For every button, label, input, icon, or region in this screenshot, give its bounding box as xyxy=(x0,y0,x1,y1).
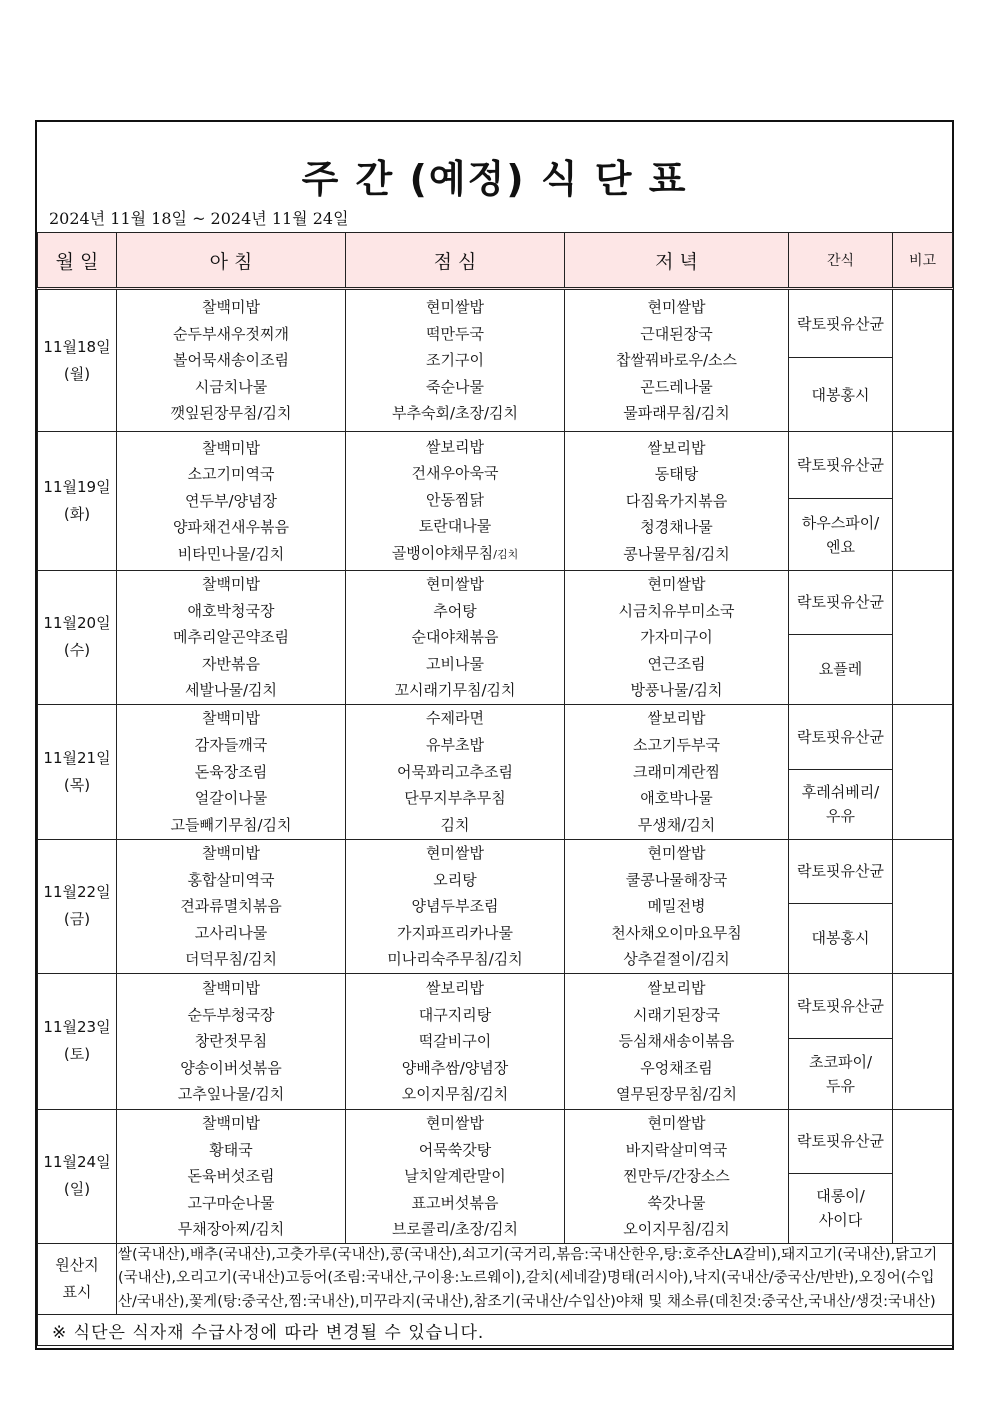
snack-probiotic: 락토핏유산균 xyxy=(789,432,893,499)
dinner-cell xyxy=(565,704,789,839)
breakfast-cell xyxy=(117,1109,346,1243)
breakfast-item: 찰백미밥 xyxy=(202,575,260,593)
note-cell xyxy=(893,839,953,973)
breakfast-item: 감자들깨국 xyxy=(194,736,268,755)
lunch-cell xyxy=(346,571,565,705)
breakfast-item: 연두부/양념장 xyxy=(185,491,277,510)
breakfast-item: 깻잎된장무침/김치 xyxy=(170,404,292,423)
lunch-item: 표고버섯볶음 xyxy=(411,1193,499,1212)
breakfast-cell xyxy=(117,839,346,973)
lunch-item: 어묵쑥갓탕 xyxy=(418,1140,492,1159)
dinner-item: 곤드레나물 xyxy=(640,377,713,396)
lunch-item: 어묵꽈리고추조림 xyxy=(397,762,513,781)
breakfast-item: 시금치나물 xyxy=(194,377,268,396)
day-row xyxy=(38,432,953,499)
breakfast-item: 찰백미밥 xyxy=(202,298,260,317)
dinner-item: 연근조림 xyxy=(647,654,706,673)
breakfast-item: 더덕무침/김치 xyxy=(185,950,277,969)
breakfast-item: 견과류멸치볶음 xyxy=(180,897,282,916)
day-cell xyxy=(38,571,117,705)
dinner-item: 무생채/김치 xyxy=(637,815,716,834)
dinner-item: 시래기된장국 xyxy=(633,1005,720,1024)
dinner-item: 크래미계란찜 xyxy=(633,762,720,781)
lunch-item: 건새우아욱국 xyxy=(411,464,499,483)
breakfast-item: 양송이버섯볶음 xyxy=(180,1058,282,1077)
lunch-item: 미나리숙주무침/김치 xyxy=(387,950,523,969)
lunch-item: 조기구이 xyxy=(426,351,484,370)
header-row xyxy=(38,233,953,289)
dinner-item: 현미쌀밥 xyxy=(647,843,706,862)
dinner-item: 상추겉절이/김치 xyxy=(623,950,730,969)
lunch-item: 김치 xyxy=(440,815,470,834)
dinner-item: 동태탕 xyxy=(654,465,699,484)
dinner-cell xyxy=(565,289,789,432)
breakfast-item: 메추리알곤약조림 xyxy=(173,628,289,647)
snack-probiotic: 락토핏유산균 xyxy=(789,1109,893,1173)
note-cell xyxy=(893,571,953,705)
breakfast-item: 고들빼기무침/김치 xyxy=(170,815,292,834)
lunch-item: 안동찜닭 xyxy=(426,490,484,509)
dinner-item: 청경채나물 xyxy=(640,518,713,537)
origin-text: 쌀(국내산),배추(국내산),고춧가루(국내산),콩(국내산),쇠고기(국거리,볶음:국내산한우,탕:호주산LA갈비),돼지고기(국내산),닭고기(국내산),오리고기(국내산)고등어(조림:국내산,구이용:노르웨이),갈치(세네갈)명태(러시아),낙지(국내산/중국산/반반),오징어(수입산/국내산),꽃게(탕:중국산,찜:국내산),미꾸라지(국내산),참조기(국내산/수입산)야채 및 채소류(데친것:중국산,국내산/생것:국내산) xyxy=(117,1243,953,1315)
dinner-item: 현미쌀밥 xyxy=(647,575,706,593)
breakfast-item: 자반볶음 xyxy=(202,654,260,673)
breakfast-item: 돈육장조림 xyxy=(194,762,268,781)
lunch-cell xyxy=(346,973,565,1109)
day-row xyxy=(38,289,953,358)
snack-extra-line: 두유 xyxy=(826,1076,855,1095)
header-date: 월 일 xyxy=(38,233,117,289)
breakfast-item: 세발나물/김치 xyxy=(185,681,277,700)
dinner-item: 애호박나물 xyxy=(640,789,713,808)
snack-extra-line: 후레쉬베리/ xyxy=(801,783,880,802)
dinner-item: 오이지무침/김치 xyxy=(623,1220,730,1239)
breakfast-item: 돈육버섯조림 xyxy=(187,1167,275,1186)
snack-extra xyxy=(789,358,893,432)
snack-extra-line: 대봉홍시 xyxy=(811,929,870,948)
dinner-item: 찹쌀꿔바로우/소스 xyxy=(616,351,737,370)
breakfast-cell xyxy=(117,571,346,705)
dinner-item: 다짐육가지볶음 xyxy=(625,491,728,510)
lunch-item: 수제라면 xyxy=(426,709,484,728)
dinner-item: 열무된장무침/김치 xyxy=(616,1085,737,1104)
breakfast-cell xyxy=(117,973,346,1109)
breakfast-item: 고추잎나물/김치 xyxy=(177,1085,285,1104)
lunch-item: 유부초밥 xyxy=(426,736,484,755)
snack-probiotic: 락토핏유산균 xyxy=(789,973,893,1038)
dinner-item: 시금치유부미소국 xyxy=(618,601,735,620)
dinner-item: 쌀보리밥 xyxy=(647,438,706,457)
lunch-item: 현미쌀밥 xyxy=(426,575,484,593)
snack-extra-line: 초코파이/ xyxy=(808,1052,872,1071)
dinner-item: 방풍나물/김치 xyxy=(630,681,723,700)
day-row xyxy=(38,704,953,769)
lunch-item: 꼬시래기무침/김치 xyxy=(394,681,516,700)
day-row xyxy=(38,839,953,903)
breakfast-item: 찰백미밥 xyxy=(202,438,260,457)
snack-probiotic: 락토핏유산균 xyxy=(789,289,893,358)
lunch-item: 양념두부조림 xyxy=(411,897,499,916)
breakfast-cell xyxy=(117,432,346,571)
lunch-item: 단무지부추무침 xyxy=(404,789,506,808)
dinner-item: 물파래무침/김치 xyxy=(623,404,730,423)
header-snack: 간식 xyxy=(789,233,893,289)
lunch-cell xyxy=(346,1109,565,1243)
breakfast-item: 찰백미밥 xyxy=(202,709,260,728)
origin-row xyxy=(38,1243,953,1315)
lunch-cell xyxy=(346,704,565,839)
breakfast-item: 얼갈이나물 xyxy=(194,789,268,808)
dinner-item: 현미쌀밥 xyxy=(647,1113,706,1132)
snack-extra-line: 요플레 xyxy=(818,660,863,679)
day-date: 11월18일 xyxy=(43,337,111,356)
snack-extra xyxy=(789,634,893,704)
page-title: 주 간 (예정) 식 단 표 xyxy=(301,157,688,201)
snack-extra-line: 엔요 xyxy=(826,537,855,556)
dinner-item: 쿨콩나물해장국 xyxy=(625,870,728,889)
lunch-item: 현미쌀밥 xyxy=(426,1113,484,1132)
lunch-item: 오리탕 xyxy=(433,870,477,889)
dinner-item: 메밀전병 xyxy=(647,897,706,916)
lunch-item: 부추숙회/초장/김치 xyxy=(391,404,519,423)
breakfast-item: 애호박청국장 xyxy=(187,601,275,620)
origin-label: 원산지 표시 xyxy=(38,1243,117,1315)
snack-probiotic: 락토핏유산균 xyxy=(789,839,893,903)
snack-extra xyxy=(789,1173,893,1243)
day-date: 11월24일 xyxy=(43,1153,111,1172)
period-range: 2024년 11월 18일 ~ 2024년 11월 24일 xyxy=(49,209,349,228)
snack-extra-line: 우유 xyxy=(826,807,855,826)
dinner-item: 찐만두/간장소스 xyxy=(623,1167,730,1186)
lunch-cell xyxy=(346,289,565,432)
lunch-item-suffix: /김치 xyxy=(493,547,519,561)
breakfast-item: 순두부새우젓찌개 xyxy=(173,324,289,343)
dinner-cell xyxy=(565,571,789,705)
lunch-cell xyxy=(346,432,565,571)
day-cell xyxy=(38,289,117,432)
lunch-item xyxy=(346,540,564,569)
day-weekday: (월) xyxy=(63,364,91,383)
lunch-item: 추어탕 xyxy=(433,601,477,620)
lunch-item: 토란대나물 xyxy=(418,517,492,536)
breakfast-cell xyxy=(117,704,346,839)
dinner-cell xyxy=(565,973,789,1109)
snack-probiotic: 락토핏유산균 xyxy=(789,704,893,769)
lunch-item: 날치알계란말이 xyxy=(404,1167,506,1186)
breakfast-cell xyxy=(117,289,346,432)
lunch-item: 쌀보리밥 xyxy=(426,437,484,456)
day-date: 11월19일 xyxy=(43,478,111,496)
day-date: 11월23일 xyxy=(43,1018,111,1037)
header-breakfast: 아 침 xyxy=(117,233,346,289)
day-row xyxy=(38,973,953,1038)
breakfast-item: 소고기미역국 xyxy=(187,465,275,484)
lunch-item: 순대야채볶음 xyxy=(411,628,499,647)
breakfast-item: 찰백미밥 xyxy=(202,843,260,862)
note-cell xyxy=(893,704,953,839)
breakfast-item: 황태국 xyxy=(209,1140,253,1159)
snack-extra-line: 하우스파이/ xyxy=(801,513,880,532)
menu-sheet xyxy=(35,120,954,1350)
dinner-item: 쑥갓나물 xyxy=(647,1193,706,1212)
breakfast-item: 찰백미밥 xyxy=(202,1113,260,1132)
snack-extra xyxy=(789,1038,893,1109)
lunch-cell xyxy=(346,839,565,973)
header-dinner: 저 녁 xyxy=(565,233,789,289)
breakfast-item: 무채장아찌/김치 xyxy=(177,1220,285,1239)
snack-probiotic: 락토핏유산균 xyxy=(789,571,893,635)
snack-extra-line: 대롱이/ xyxy=(816,1187,865,1206)
lunch-item: 브로콜리/초장/김치 xyxy=(391,1220,519,1239)
day-weekday: (금) xyxy=(63,910,91,929)
day-date: 11월21일 xyxy=(43,748,111,767)
day-cell xyxy=(38,839,117,973)
header-note: 비고 xyxy=(893,233,953,289)
breakfast-item: 홍합살미역국 xyxy=(187,870,275,889)
lunch-item: 현미쌀밥 xyxy=(426,843,484,862)
lunch-item: 떡만두국 xyxy=(426,324,484,343)
header-lunch: 점 심 xyxy=(346,233,565,289)
lunch-item: 떡갈비구이 xyxy=(418,1032,492,1051)
day-weekday: (토) xyxy=(63,1045,91,1064)
note-cell xyxy=(893,432,953,571)
day-cell xyxy=(38,432,117,571)
dinner-item: 근대된장국 xyxy=(640,324,713,343)
weekly-menu-table xyxy=(37,232,953,1346)
dinner-item: 가자미구이 xyxy=(640,628,713,647)
breakfast-item: 찰백미밥 xyxy=(202,978,260,997)
breakfast-item: 고구마순나물 xyxy=(187,1193,275,1212)
lunch-item: 양배추쌈/양념장 xyxy=(401,1058,509,1077)
lunch-item-main: 골뱅이야채무침 xyxy=(391,543,494,562)
day-weekday: (목) xyxy=(63,775,91,794)
day-date: 11월20일 xyxy=(43,614,111,633)
breakfast-item: 순두부청국장 xyxy=(187,1005,275,1024)
day-weekday: (일) xyxy=(63,1180,91,1199)
dinner-item: 쌀보리밥 xyxy=(647,978,706,997)
note-cell xyxy=(893,289,953,432)
day-weekday: (수) xyxy=(63,641,91,660)
note-cell xyxy=(893,973,953,1109)
snack-extra xyxy=(789,769,893,839)
dinner-item: 소고기두부국 xyxy=(633,736,720,755)
lunch-item: 고비나물 xyxy=(426,654,484,673)
day-cell xyxy=(38,704,117,839)
dinner-cell xyxy=(565,432,789,571)
breakfast-item: 고사리나물 xyxy=(194,923,268,942)
lunch-item: 오이지무침/김치 xyxy=(401,1085,509,1104)
day-row xyxy=(38,571,953,635)
footnote-row xyxy=(38,1315,953,1346)
breakfast-item: 창란젓무침 xyxy=(194,1032,268,1051)
snack-extra xyxy=(789,499,893,571)
day-date: 11월22일 xyxy=(43,883,111,902)
lunch-item: 죽순나물 xyxy=(426,377,484,396)
dinner-item: 현미쌀밥 xyxy=(647,298,706,317)
dinner-cell xyxy=(565,839,789,973)
dinner-item: 콩나물무침/김치 xyxy=(623,544,730,563)
day-row xyxy=(38,1109,953,1173)
dinner-item: 쌀보리밥 xyxy=(647,709,706,728)
footnote: ※ 식단은 식자재 수급사정에 따라 변경될 수 있습니다. xyxy=(38,1315,953,1346)
dinner-item: 등심채새송이볶음 xyxy=(618,1032,735,1051)
lunch-item: 대구지리탕 xyxy=(418,1005,492,1024)
dinner-cell xyxy=(565,1109,789,1243)
lunch-item: 현미쌀밥 xyxy=(426,298,484,317)
dinner-item: 천사채오이마요무침 xyxy=(611,923,742,942)
lunch-item: 쌀보리밥 xyxy=(426,978,484,997)
day-weekday: (화) xyxy=(63,505,91,523)
note-cell xyxy=(893,1109,953,1243)
day-cell xyxy=(38,973,117,1109)
breakfast-item: 양파채건새우볶음 xyxy=(173,518,289,537)
dinner-item: 바지락살미역국 xyxy=(625,1140,728,1159)
lunch-item: 가지파프리카나물 xyxy=(397,923,513,942)
breakfast-item: 볼어묵새송이조림 xyxy=(173,351,289,370)
snack-extra xyxy=(789,903,893,973)
snack-extra-line: 사이다 xyxy=(818,1211,863,1230)
day-cell xyxy=(38,1109,117,1243)
snack-extra-line: 대봉홍시 xyxy=(811,385,870,404)
breakfast-item: 비타민나물/김치 xyxy=(177,544,285,563)
dinner-item: 우엉채조림 xyxy=(640,1058,713,1077)
